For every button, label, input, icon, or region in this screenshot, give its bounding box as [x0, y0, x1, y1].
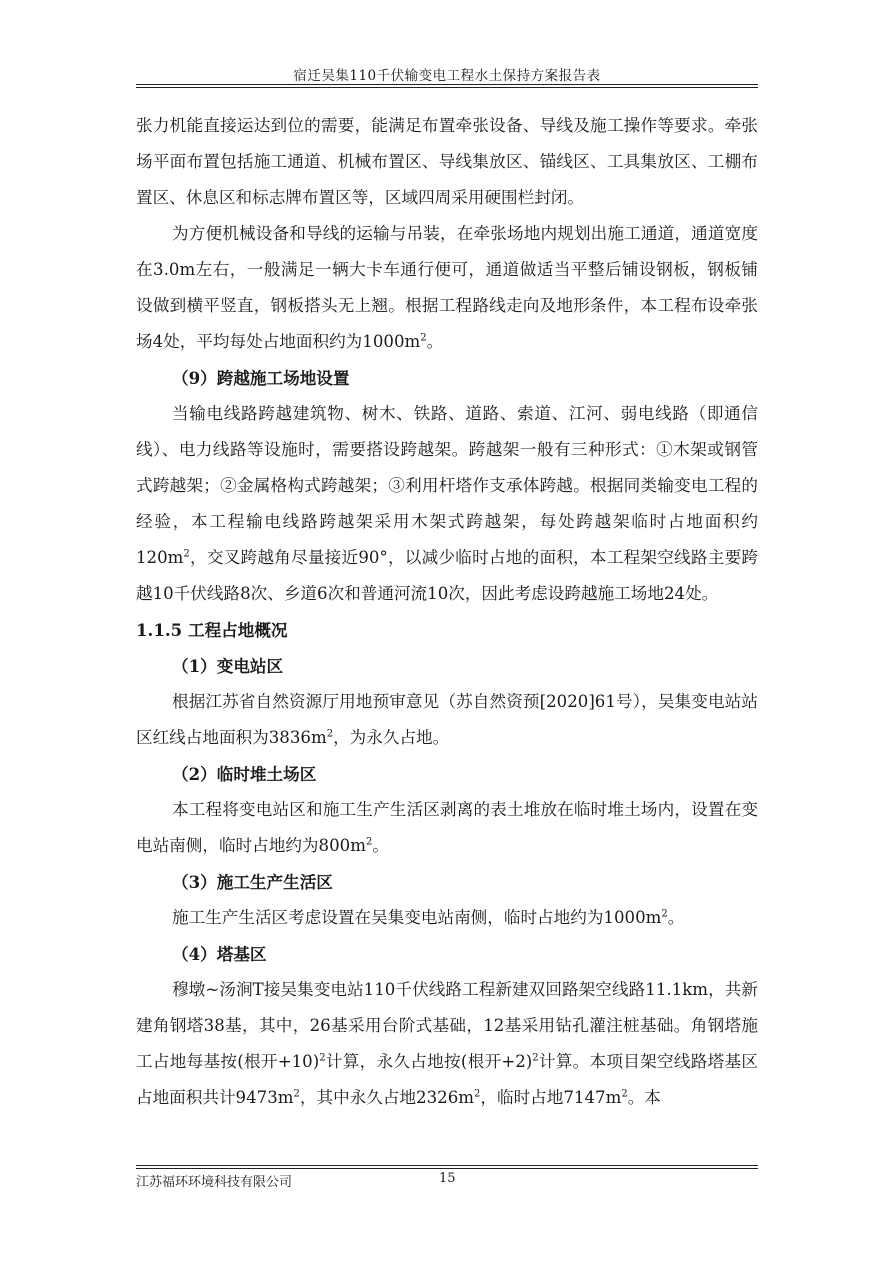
- section-heading-land-occupation: 1.1.5 工程占地概况: [136, 620, 288, 640]
- footer-rule-double: [136, 1168, 758, 1169]
- paragraph-construction-access: 为方便机械设备和导线的运输与吊装，在牵张场地内规划出施工通道，通道宽度在3.0m左右，一般满足一辆大卡车通行便可，通道做适当平整后铺设钢板，钢板铺设做到横平竖直，钢板搭头无上翘。根据工程路线走向及地形条件，本工程布设牵张场4处，平均每处占地面积约为$1000m^2$。: [136, 224, 758, 351]
- header-rule: [136, 84, 758, 85]
- footer-rule: [136, 1165, 758, 1166]
- footer-company-name: 江苏福环环境科技有限公司: [136, 1175, 293, 1190]
- heading-crossing-site: （9）跨越施工场地设置: [172, 368, 350, 388]
- paragraph-temporary-soil-area: 本工程将变电站区和施工生产生活区剥离的表土堆放在临时堆土场内，设置在变电站南侧，临时占地约为$800m^2$。: [136, 800, 758, 855]
- header-rule-double: [136, 87, 758, 88]
- paragraph-construction-living-area: 施工生产生活区考虑设置在吴集变电站南侧，临时占地约为$1000m^2$。: [172, 908, 685, 927]
- heading-tower-base-area: （4）塔基区: [172, 944, 267, 964]
- paragraph-crossing-frames: 当输电线路跨越建筑物、树木、铁路、道路、索道、江河、弱电线路（即通信线）、电力线路等设施时，需要搭设跨越架。跨越架一般有三种形式：①木架或钢管式跨越架；②金属格构式跨越架；③利用杆塔作支承体跨越。根据同类输变电工程的经验，本工程输电线路跨越架采用木架式跨越架，每处跨越架临时占地面积约$120m^2$，交叉跨越角尽量接近90°，以减少临时占地的面积，本工程架空线路主要跨越10千伏线路8次、乡道6次和普通河流10次，因此考虑设跨越施工场地24处。: [136, 404, 758, 603]
- paragraph-substation-area: 根据江苏省自然资源厅用地预审意见（苏自然资预[2020]61号），吴集变电站站区红线占地面积为$3836m^2$，为永久占地。: [136, 692, 758, 747]
- heading-construction-living-area: （3）施工生产生活区: [172, 872, 333, 892]
- heading-temporary-soil-area: （2）临时堆土场区: [172, 764, 317, 784]
- page-body: [136, 108, 758, 1116]
- paragraph-tension-site-layout: 张力机能直接运达到位的需要，能满足布置牵张设备、导线及施工操作等要求。牵张场平面布置包括施工通道、机械布置区、导线集放区、锚线区、工具集放区、工棚布置区、休息区和标志牌布置区等，区域四周采用硬围栏封闭。: [136, 116, 758, 207]
- paragraph-tower-base-area: 穆墩~汤涧T接吴集变电站110千伏线路工程新建双回路架空线路11.1km，共新建角钢塔38基，其中，26基采用台阶式基础，12基采用钻孔灌注桩基础。角钢塔施工占地每基按(根开+10)$^2$计算，永久占地按(根开+2)$^2$计算。本项目架空线路塔基区占地面积共计$9473m^2$，其中永久占地$2326m^2$，临时占地$7147m^2$。本: [136, 980, 758, 1107]
- footer-page-number: 15: [439, 1171, 456, 1186]
- page-header-title: 宿迁吴集110千伏输变电工程水土保持方案报告表: [293, 68, 601, 84]
- heading-substation-area: （1）变电站区: [172, 656, 284, 676]
